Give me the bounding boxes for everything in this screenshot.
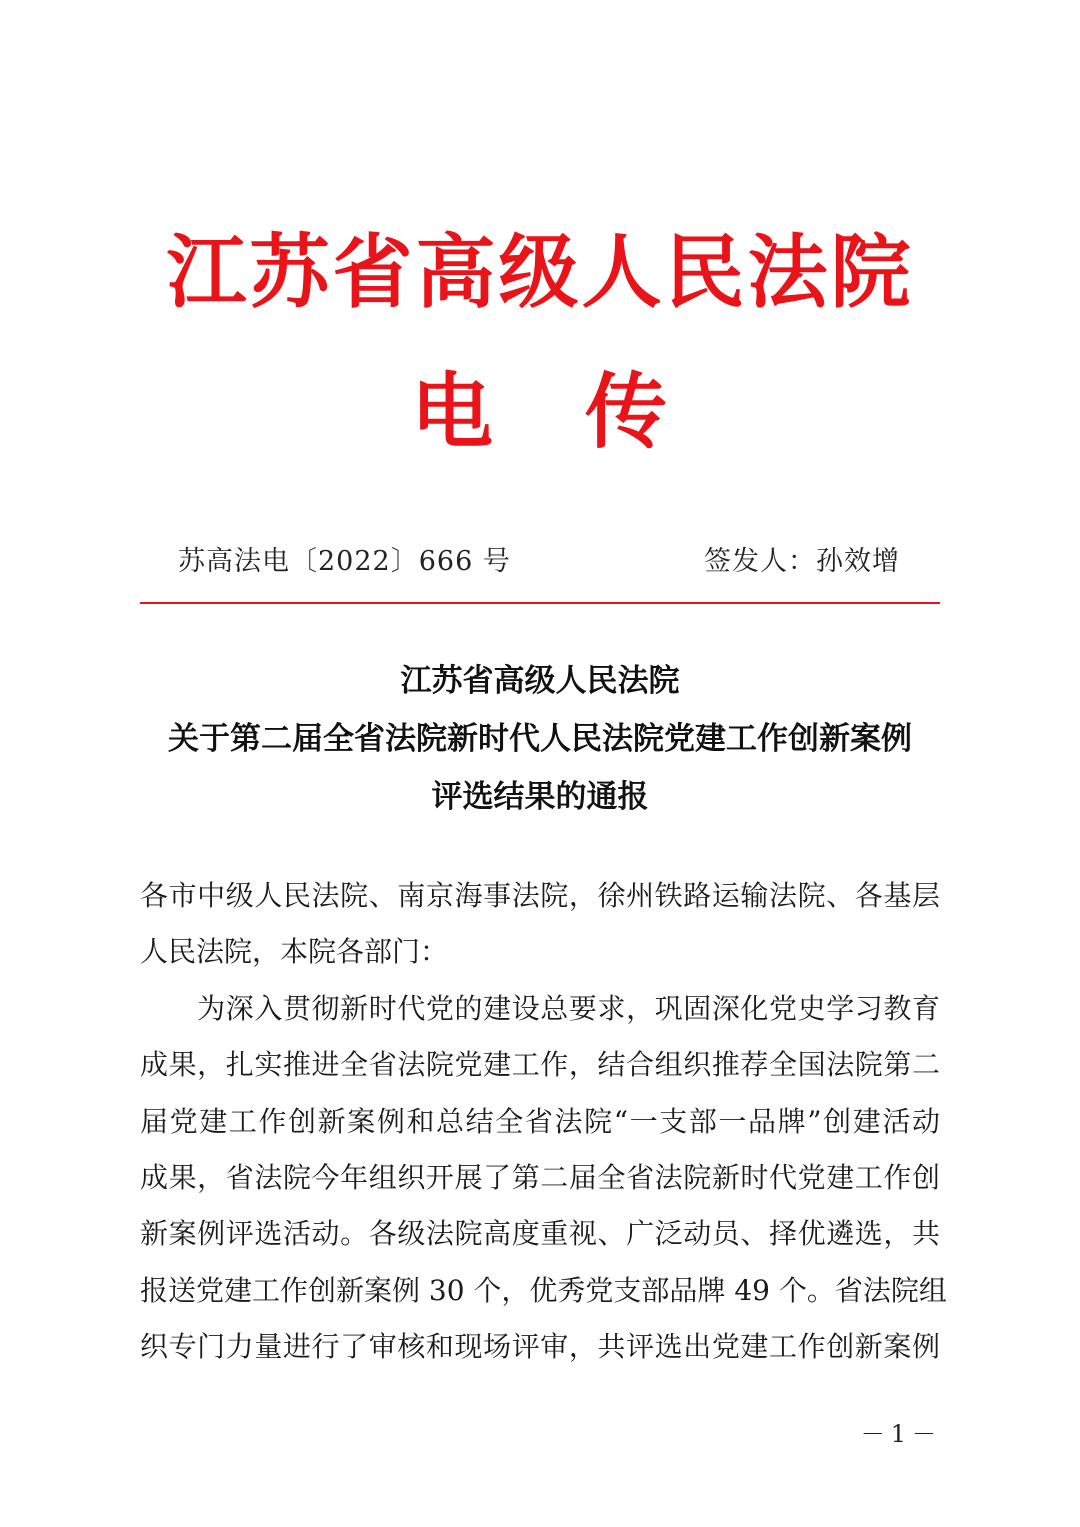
document-number: 苏高法电〔2022〕666 号 [178, 546, 511, 577]
masthead-court-name: 江苏省高级人民法院 [166, 226, 914, 319]
title-line-2: 关于第二届全省法院新时代人民法院党建工作创新案例 [168, 721, 912, 757]
title-line-3: 评选结果的通报 [431, 779, 649, 815]
document-signer: 签发人：孙效增 [704, 546, 900, 577]
page-number: －1－ [860, 1420, 942, 1448]
body-line: 新案例评选活动。各级法院高度重视、广泛动员、择优遴选，共 [140, 1217, 940, 1251]
masthead-char-chuan: 传 [585, 365, 670, 460]
body-line: 为深入贯彻新时代党的建设总要求，巩固深化党史学习教育 [140, 991, 940, 1025]
body-line: 各市中级人民法院、南京海事法院，徐州铁路运输法院、各基层 [140, 879, 940, 912]
document-body [140, 868, 947, 1376]
body-line: 织专门力量进行了审核和现场评审，共评选出党建工作创新案例 [140, 1330, 940, 1364]
body-line: 人民法院，本院各部门： [140, 935, 449, 969]
red-divider-rule [140, 602, 940, 604]
body-line: 届党建工作创新案例和总结全省法院“一支部一品牌”创建活动 [140, 1104, 940, 1138]
body-line: 报送党建工作创新案例 30 个，优秀党支部品牌 49 个。省法院组 [140, 1273, 947, 1307]
masthead-char-dian: 电 [410, 365, 495, 460]
document-title [120, 652, 960, 826]
body-line: 成果，省法院今年组织开展了第二届全省法院新时代党建工作创 [140, 1160, 940, 1194]
body-line: 成果，扎实推进全省法院党建工作，结合组织推荐全国法院第二 [140, 1048, 940, 1082]
title-line-1: 江苏省高级人民法院 [400, 663, 680, 699]
masthead-telegram-label [0, 358, 1080, 468]
